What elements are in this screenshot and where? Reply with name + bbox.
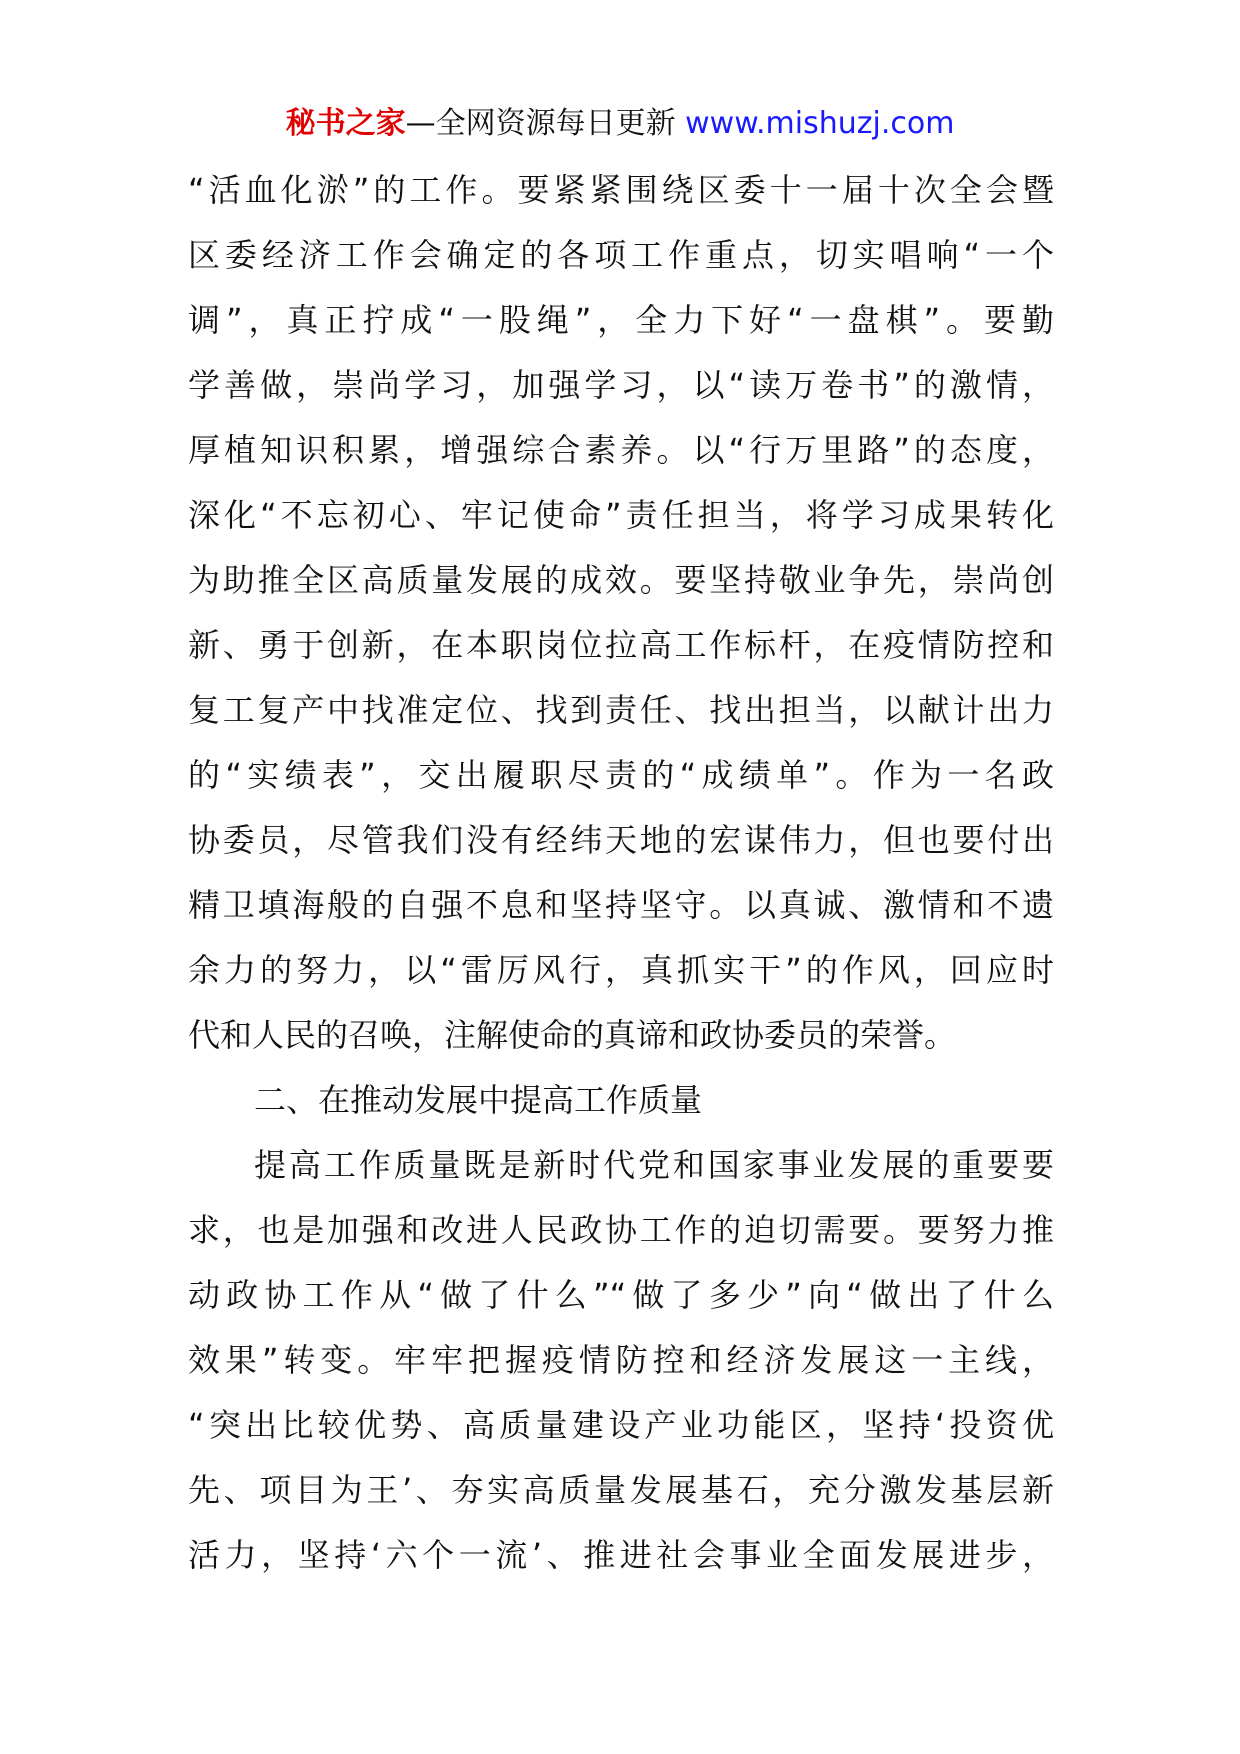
text-line: 的“实绩表”，交出履职尽责的“成绩单”。作为一名政 — [188, 756, 1054, 794]
text-line: 先、项目为王’、夯实高质量发展基石，充分激发基层新 — [188, 1471, 1054, 1509]
text-line: 效果”转变。牢牢把握疫情防控和经济发展这一主线， — [188, 1341, 1054, 1379]
header-tagline: —全网资源每日更新 — [405, 106, 686, 141]
watermark-header — [0, 100, 1240, 148]
section-heading: 二、在推动发展中提高工作质量 — [254, 1081, 703, 1119]
text-line: 学善做，崇尚学习，加强学习，以“读万卷书”的激情， — [188, 366, 1054, 404]
document-body — [188, 158, 1054, 1588]
text-line: 为助推全区高质量发展的成效。要坚持敬业争先，崇尚创 — [188, 561, 1054, 599]
text-line: 动政协工作从“做了什么”“做了多少”向“做出了什么 — [188, 1276, 1054, 1314]
text-line: 提高工作质量既是新时代党和国家事业发展的重要要 — [254, 1146, 1054, 1184]
text-line: 新、勇于创新，在本职岗位拉高工作标杆，在疫情防控和 — [188, 626, 1054, 664]
text-line: 代和人民的召唤，注解使命的真谛和政协委员的荣誉。 — [188, 1016, 957, 1054]
text-line: 深化“不忘初心、牢记使命”责任担当，将学习成果转化 — [188, 496, 1054, 534]
text-line: 区委经济工作会确定的各项工作重点，切实唱响“一个 — [188, 236, 1054, 274]
text-line: 厚植知识积累，增强综合素养。以“行万里路”的态度， — [188, 431, 1054, 469]
text-line: “活血化淤”的工作。要紧紧围绕区委十一届十次全会暨 — [188, 171, 1054, 209]
text-line: 求，也是加强和改进人民政协工作的迫切需要。要努力推 — [188, 1211, 1054, 1249]
text-line: 余力的努力，以“雷厉风行，真抓实干”的作风，回应时 — [188, 951, 1054, 989]
text-line: 精卫填海般的自强不息和坚持坚守。以真诚、激情和不遗 — [188, 886, 1054, 924]
paragraph-1 — [188, 158, 1054, 1068]
text-line: 复工复产中找准定位、找到责任、找出担当，以献计出力 — [188, 691, 1054, 729]
site-url-link[interactable]: www.mishuzj.com — [685, 106, 955, 141]
text-line: 协委员，尽管我们没有经纬天地的宏谋伟力，但也要付出 — [188, 821, 1054, 859]
brand-name: 秘书之家 — [285, 106, 406, 141]
text-line: 调”，真正拧成“一股绳”，全力下好“一盘棋”。要勤 — [188, 301, 1054, 339]
text-line: 活力，坚持‘六个一流’、推进社会事业全面发展进步， — [188, 1536, 1054, 1574]
paragraph-2 — [188, 1133, 1054, 1588]
text-line: “突出比较优势、高质量建设产业功能区，坚持‘投资优 — [188, 1406, 1054, 1444]
